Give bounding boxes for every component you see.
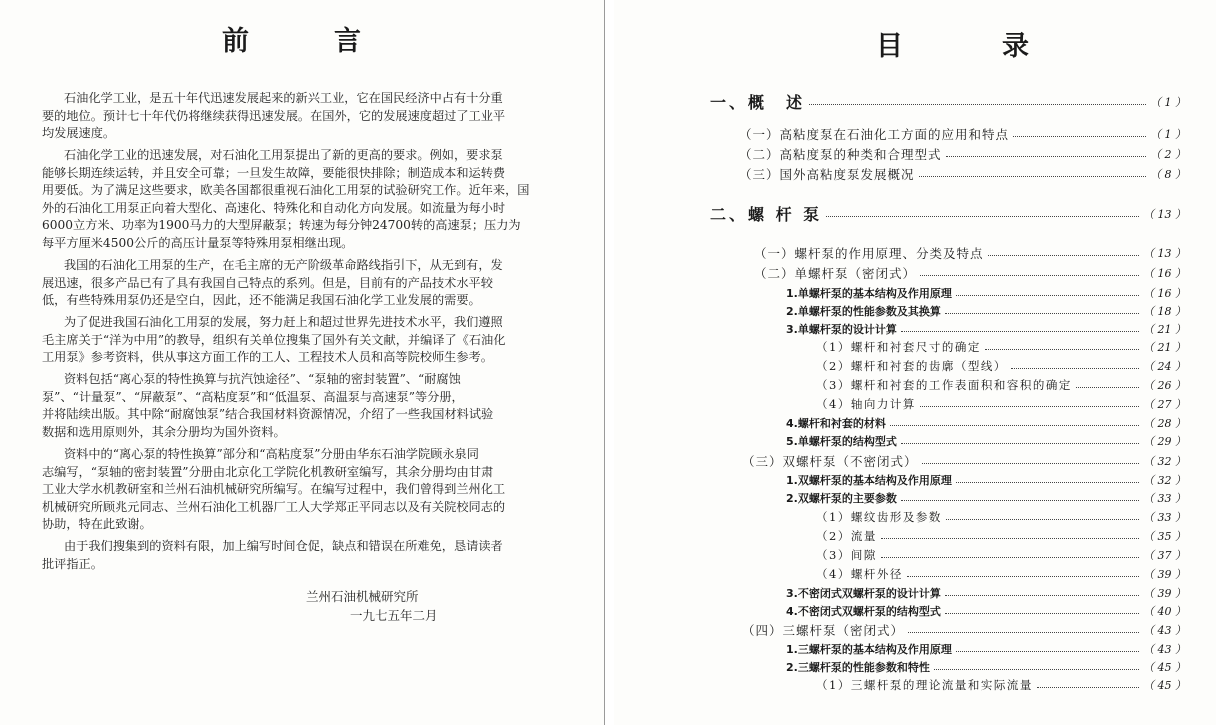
- toc-entry-page: （ 32 ）: [1143, 474, 1186, 487]
- preface-line: 要的地位。预计七十年代仍将继续获得迅速发展。在国外，它的发展速度超过了工业平: [42, 109, 506, 123]
- page-gutter: [604, 0, 614, 725]
- preface-page: [0, 0, 604, 725]
- toc-entry-label: 4.螺杆和衬套的材料: [786, 417, 886, 430]
- toc-entry-label: （1）螺杆和衬套尺寸的确定: [816, 340, 981, 354]
- toc-entry: [614, 565, 1216, 584]
- toc-entry-label: （一）高粘度泵在石油化工方面的应用和特点: [739, 127, 1010, 142]
- preface-line: 我国的石油化工用泵的生产，在毛主席的无产阶级革命路线指引下，从无到有，发: [64, 258, 503, 272]
- toc-entry: [614, 145, 1216, 164]
- toc-entry-label: 2.单螺杆泵的性能参数及其换算: [786, 305, 941, 318]
- toc-leader-dots: [1013, 136, 1146, 137]
- toc-entry-label: （二）高粘度泵的种类和合理型式: [739, 147, 942, 162]
- toc-entry-page: （ 37 ）: [1143, 549, 1186, 562]
- toc-leader-dots: [945, 313, 1139, 314]
- toc-leader-dots: [956, 651, 1139, 652]
- preface-line: 外的石油化工用泵正向着大型化、高速化、特殊化和自动化方向发展。如流量为每小时: [42, 201, 506, 215]
- toc-entry: [614, 302, 1216, 321]
- preface-line: 工用泵》参考资料，供从事这方面工作的工人、工程技术人员和高等院校师生参考。: [42, 350, 493, 364]
- toc-page: [614, 0, 1216, 725]
- toc-entry: [614, 676, 1216, 695]
- toc-title-char-2: 录: [1002, 31, 1029, 62]
- preface-signature-org: 兰州石油机械研究所: [306, 589, 419, 604]
- preface-line: 协助，特在此致谢。: [42, 517, 152, 531]
- preface-line: 志编写，“泵轴的密封装置”分册由北京化工学院化机教研室编写，其余分册均由甘肃: [42, 465, 494, 479]
- toc-leader-dots: [945, 613, 1139, 614]
- toc-entry-page: （ 13 ）: [1143, 208, 1186, 221]
- toc-entry-page: （ 26 ）: [1143, 379, 1186, 392]
- toc-entry-label: （1）螺纹齿形及参数: [816, 510, 942, 524]
- toc-entry-page: （ 43 ）: [1143, 643, 1186, 656]
- toc-leader-dots: [920, 275, 1139, 276]
- preface-title-char-1: 前: [222, 26, 249, 57]
- toc-entry-page: （ 16 ）: [1143, 267, 1186, 280]
- toc-leader-dots: [901, 443, 1139, 444]
- toc-leader-dots: [809, 104, 1146, 105]
- preface-line: 为了促进我国石油化工用泵的发展，努力赶上和超过世界先进技术水平，我们遵照: [64, 315, 503, 329]
- toc-entry: [614, 284, 1216, 303]
- toc-entry: [614, 546, 1216, 565]
- toc-entry-page: （ 21 ）: [1143, 323, 1186, 336]
- toc-leader-dots: [907, 576, 1139, 577]
- toc-leader-dots: [901, 500, 1139, 501]
- toc-entry: [614, 640, 1216, 659]
- preface-line: 毛主席关于“洋为中用”的教导，组织有关单位搜集了国外有关文献，并编译了《石油化: [42, 333, 506, 347]
- toc-entry-label: 4.不密闭式双螺杆泵的结构型式: [786, 605, 941, 618]
- preface-line: 并将陆续出版。其中除“耐腐蚀泵”结合我国材料资源情况，介绍了一些我国材料试验: [42, 407, 494, 421]
- toc-entry-page: （ 33 ）: [1143, 511, 1186, 524]
- toc-leader-dots: [934, 669, 1139, 670]
- preface-line: 机械研究所顾兆元同志、兰州石油化工机器厂工人大学郑正平同志以及有关院校同志的: [42, 500, 506, 514]
- toc-entry-page: （ 45 ）: [1143, 661, 1186, 674]
- toc-leader-dots: [1076, 387, 1139, 388]
- toc-entry-label: （2）流量: [816, 529, 877, 543]
- toc-entry-label: 2.三螺杆泵的性能参数和特性: [786, 661, 930, 674]
- toc-leader-dots: [901, 331, 1139, 332]
- toc-leader-dots: [920, 406, 1139, 407]
- toc-entry: [614, 125, 1216, 144]
- toc-entry-page: （ 8 ）: [1150, 168, 1186, 181]
- toc-entry: [614, 508, 1216, 527]
- preface-line: 工业大学水机教研室和兰州石油机械研究所编写。在编写过程中，我们曾得到兰州化工: [42, 482, 506, 496]
- toc-entry: [614, 432, 1216, 451]
- toc-entry-label: （4）轴向力计算: [816, 397, 916, 411]
- toc-entry-label: 二、螺 杆 泵: [710, 205, 823, 224]
- preface-line: 低，有些特殊用泵仍还是空白，因此，还不能满足我国石油化学工业发展的需要。: [42, 293, 481, 307]
- toc-entry: [614, 165, 1216, 184]
- toc-leader-dots: [881, 538, 1139, 539]
- toc-entry-page: （ 45 ）: [1143, 679, 1186, 692]
- preface-line: 数据和选用原则外，其余分册均为国外资料。: [42, 425, 286, 439]
- toc-entry-label: （1）三螺杆泵的理论流量和实际流量: [816, 678, 1033, 692]
- toc-entry-label: （4）螺杆外径: [816, 567, 903, 581]
- toc-leader-dots: [890, 425, 1139, 426]
- toc-leader-dots: [1011, 368, 1139, 369]
- toc-entry-label: （一）螺杆泵的作用原理、分类及特点: [754, 246, 984, 261]
- toc-leader-dots: [988, 255, 1139, 256]
- toc-entry-label: 3.不密闭式双螺杆泵的设计计算: [786, 587, 941, 600]
- toc-leader-dots: [1037, 687, 1139, 688]
- toc-entry-label: 3.单螺杆泵的设计计算: [786, 323, 897, 336]
- toc-leader-dots: [826, 216, 1139, 217]
- toc-entry: [614, 471, 1216, 490]
- preface-line: 6000立方米、功率为1900马力的大型屏蔽泵；转速为每分钟24700转的高速泵；压力为: [42, 218, 521, 232]
- preface-line: 石油化学工业的迅速发展，对石油化工用泵提出了新的更高的要求。例如，要求泵: [64, 148, 503, 162]
- preface-line: 展迅速，很多产品已有了具有我国自己特点的系列。但是，目前有的产品技术水平较: [42, 276, 493, 290]
- preface-title-char-2: 言: [334, 26, 361, 57]
- toc-entry-label: 一、概 述: [710, 93, 806, 112]
- toc-entry-label: （三）国外高粘度泵发展概况: [739, 167, 915, 182]
- toc-entry-label: （2）螺杆和衬套的齿廓（型线）: [816, 359, 1007, 373]
- toc-entry: [614, 357, 1216, 376]
- toc-leader-dots: [881, 557, 1139, 558]
- toc-entry-page: （ 28 ）: [1143, 417, 1186, 430]
- toc-entry-page: （ 24 ）: [1143, 360, 1186, 373]
- toc-entry-page: （ 1 ）: [1150, 128, 1186, 141]
- preface-line: 泵”、“计量泵”、“屏蔽泵”、“高粘度泵”和“低温泵、高温泵与高速泵”等分册，: [42, 390, 464, 404]
- preface-line: 资料包括“离心泵的特性换算与抗汽蚀途径”、“泵轴的密封装置”、“耐腐蚀: [64, 372, 461, 386]
- toc-leader-dots: [946, 156, 1146, 157]
- toc-entry: [614, 658, 1216, 677]
- toc-entry: [614, 584, 1216, 603]
- toc-entry-label: 1.单螺杆泵的基本结构及作用原理: [786, 287, 952, 300]
- toc-leader-dots: [946, 519, 1139, 520]
- toc-entry-page: （ 18 ）: [1143, 305, 1186, 318]
- toc-entry: [614, 320, 1216, 339]
- preface-line: 均发展速度。: [42, 126, 116, 140]
- toc-entry-page: （ 1 ）: [1150, 96, 1186, 109]
- toc-entry-label: 1.双螺杆泵的基本结构及作用原理: [786, 474, 952, 487]
- preface-signature-date: 一九七五年二月: [350, 608, 438, 623]
- toc-entry-page: （ 29 ）: [1143, 435, 1186, 448]
- toc-entry-page: （ 2 ）: [1150, 148, 1186, 161]
- toc-entry-page: （ 32 ）: [1143, 455, 1186, 468]
- toc-entry-page: （ 39 ）: [1143, 568, 1186, 581]
- preface-line: 由于我们搜集到的资料有限，加上编写时间仓促，缺点和错误在所难免，恳请读者: [64, 539, 503, 553]
- toc-leader-dots: [956, 482, 1139, 483]
- toc-entry: [614, 205, 1216, 224]
- toc-entry: [614, 338, 1216, 357]
- toc-entry-page: （ 13 ）: [1143, 247, 1186, 260]
- toc-entry-page: （ 16 ）: [1143, 287, 1186, 300]
- preface-line: 石油化学工业，是五十年代迅速发展起来的新兴工业，它在国民经济中占有十分重: [64, 91, 503, 105]
- toc-entry-label: 5.单螺杆泵的结构型式: [786, 435, 897, 448]
- toc-entry-label: （二）单螺杆泵（密闭式）: [754, 266, 917, 281]
- toc-entry-page: （ 27 ）: [1143, 398, 1186, 411]
- toc-title-char-1: 目: [876, 31, 903, 62]
- toc-entry: [614, 264, 1216, 283]
- toc-entry-label: （四）三螺杆泵（密闭式）: [742, 623, 905, 638]
- toc-leader-dots: [922, 463, 1139, 464]
- toc-entry: [614, 621, 1216, 640]
- toc-leader-dots: [985, 349, 1139, 350]
- toc-leader-dots: [919, 176, 1146, 177]
- preface-line: 资料中的“离心泵的特性换算”部分和“高粘度泵”分册由华东石油学院顾永泉同: [64, 447, 479, 461]
- toc-entry: [614, 452, 1216, 471]
- preface-line: 每平方厘米4500公斤的高压计量泵等特殊用泵相继出现。: [42, 236, 354, 250]
- preface-line: 用要低。为了满足这些要求，欧美各国都很重视石油化工用泵的试验研究工作。近年来，国: [42, 183, 530, 197]
- toc-leader-dots: [945, 595, 1139, 596]
- toc-entry-page: （ 39 ）: [1143, 587, 1186, 600]
- toc-entry-page: （ 33 ）: [1143, 492, 1186, 505]
- toc-entry: [614, 93, 1216, 112]
- toc-entry: [614, 602, 1216, 621]
- toc-entry: [614, 376, 1216, 395]
- toc-entry: [614, 414, 1216, 433]
- toc-entry-page: （ 43 ）: [1143, 624, 1186, 637]
- toc-entry-page: （ 35 ）: [1143, 530, 1186, 543]
- toc-entry-page: （ 40 ）: [1143, 605, 1186, 618]
- toc-entry-label: 1.三螺杆泵的基本结构及作用原理: [786, 643, 952, 656]
- toc-leader-dots: [908, 632, 1139, 633]
- toc-entry-label: 2.双螺杆泵的主要参数: [786, 492, 897, 505]
- toc-entry: [614, 527, 1216, 546]
- preface-line: 能够长期连续运转，并且安全可靠；一旦发生故障，要能很快排除；制造成本和运转费: [42, 166, 506, 180]
- toc-entry-page: （ 21 ）: [1143, 341, 1186, 354]
- toc-entry-label: （三）双螺杆泵（不密闭式）: [742, 454, 918, 469]
- toc-leader-dots: [956, 295, 1139, 296]
- toc-entry-label: （3）螺杆和衬套的工作表面积和容积的确定: [816, 378, 1072, 392]
- toc-entry: [614, 244, 1216, 263]
- toc-entry: [614, 395, 1216, 414]
- toc-entry-label: （3）间隙: [816, 548, 877, 562]
- preface-line: 批评指正。: [42, 557, 103, 571]
- toc-entry: [614, 489, 1216, 508]
